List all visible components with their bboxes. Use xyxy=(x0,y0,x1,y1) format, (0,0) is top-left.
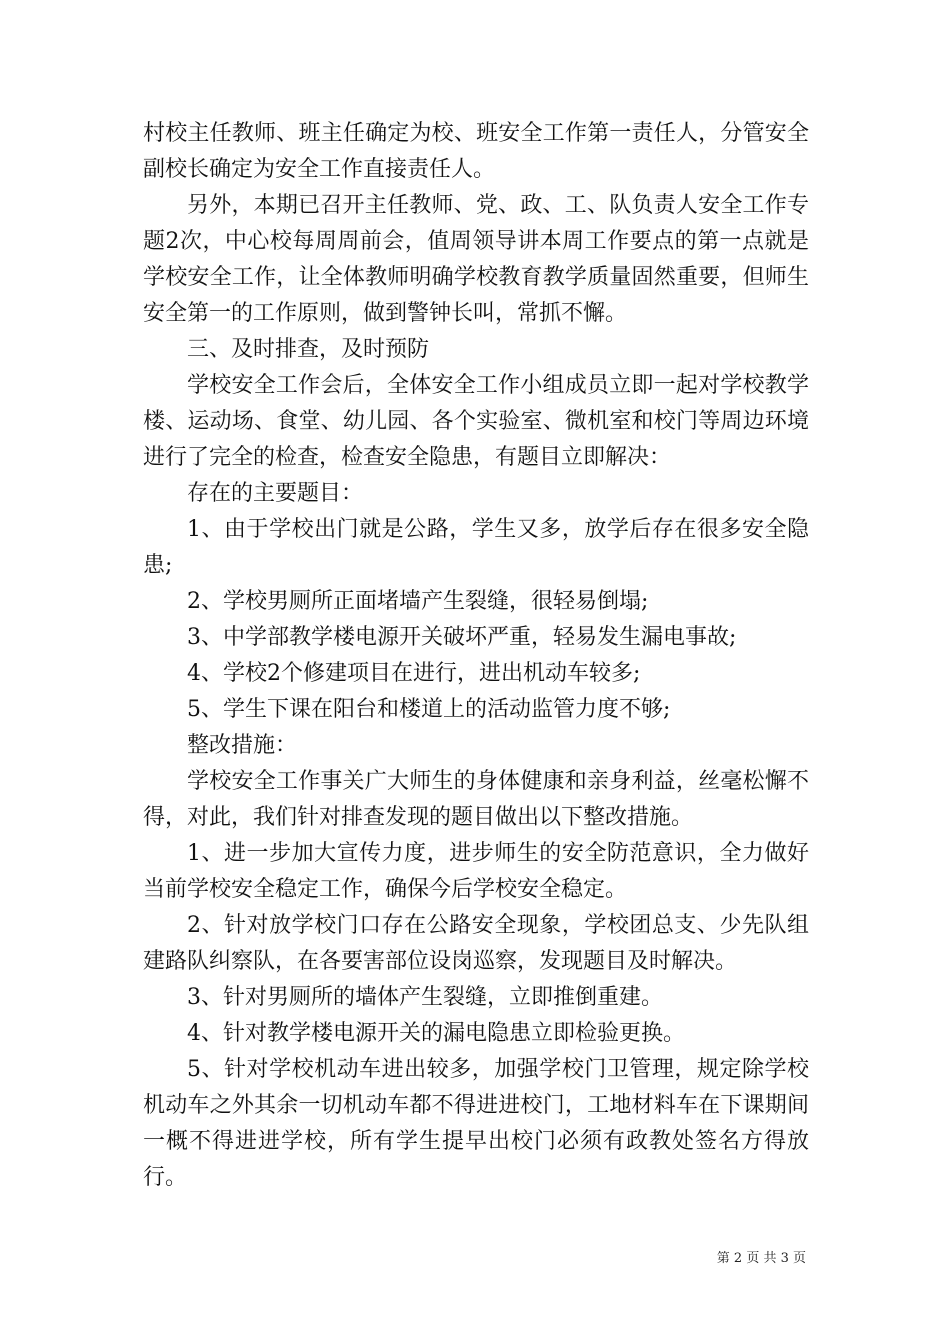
subheading-measures: 整改措施： xyxy=(187,733,298,758)
problem-item-5: 5、学生下课在阳台和楼道上的活动监管力度不够; xyxy=(187,697,671,722)
document-body xyxy=(143,116,809,1196)
section-heading-3: 三、及时排查，及时预防 xyxy=(187,337,430,362)
problem-item-4: 4、学校2个修建项目在进行，进出机动车较多; xyxy=(187,661,641,686)
subheading-problems: 存在的主要题目： xyxy=(187,481,364,506)
paragraph-3: 学校安全工作会后，全体安全工作小组成员立即一起对学校教学楼、运动场、食堂、幼儿园、各个实验室、微机室和校门等周边环境进行了完全的检查，检查安全隐患，有题目立即解决： xyxy=(143,373,809,470)
measure-item-2: 2、针对放学校门口存在公路安全现象，学校团总支、少先队组建路队纠察队，在各要害部位设岗巡察，发现题目及时解决。 xyxy=(143,913,809,974)
problem-item-2: 2、学校男厕所正面堵墙产生裂缝，很轻易倒塌; xyxy=(187,589,649,614)
measure-item-4: 4、针对教学楼电源开关的漏电隐患立即检验更换。 xyxy=(187,1021,685,1046)
measure-item-1: 1、进一步加大宣传力度，进步师生的安全防范意识，全力做好当前学校安全稳定工作，确保今后学校安全稳定。 xyxy=(143,841,809,902)
paragraph-1: 另外，本期已召开主任教师、党、政、工、队负责人安全工作专题2次，中心校每周周前会，值周领导讲本周工作要点的第一点就是学校安全工作，让全体教师明确学校教育教学质量固然重要，但师生安全第一的工作原则，做到警钟长叫，常抓不懈。 xyxy=(143,193,809,326)
problem-item-3: 3、中学部教学楼电源开关破坏严重，轻易发生漏电事故; xyxy=(187,625,737,650)
page-number-footer: 第 2 页 共 3 页 xyxy=(716,1251,806,1266)
measure-item-5: 5、针对学校机动车进出较多，加强学校门卫管理，规定除学校机动车之外其余一切机动车都不得进进校门，工地材料车在下课期间一概不得进进学校，所有学生提早出校门必须有政教处签名方得放行。 xyxy=(143,1057,809,1190)
problem-item-1: 1、由于学校出门就是公路，学生又多，放学后存在很多安全隐患; xyxy=(143,517,809,578)
measure-item-3: 3、针对男厕所的墙体产生裂缝，立即推倒重建。 xyxy=(187,985,663,1010)
paragraph-0: 村校主任教师、班主任确定为校、班安全工作第一责任人，分管安全副校长确定为安全工作直接责任人。 xyxy=(143,121,809,182)
paragraph-measures-intro: 学校安全工作事关广大师生的身体健康和亲身利益，丝毫松懈不得，对此，我们针对排查发现的题目做出以下整改措施。 xyxy=(143,769,809,830)
